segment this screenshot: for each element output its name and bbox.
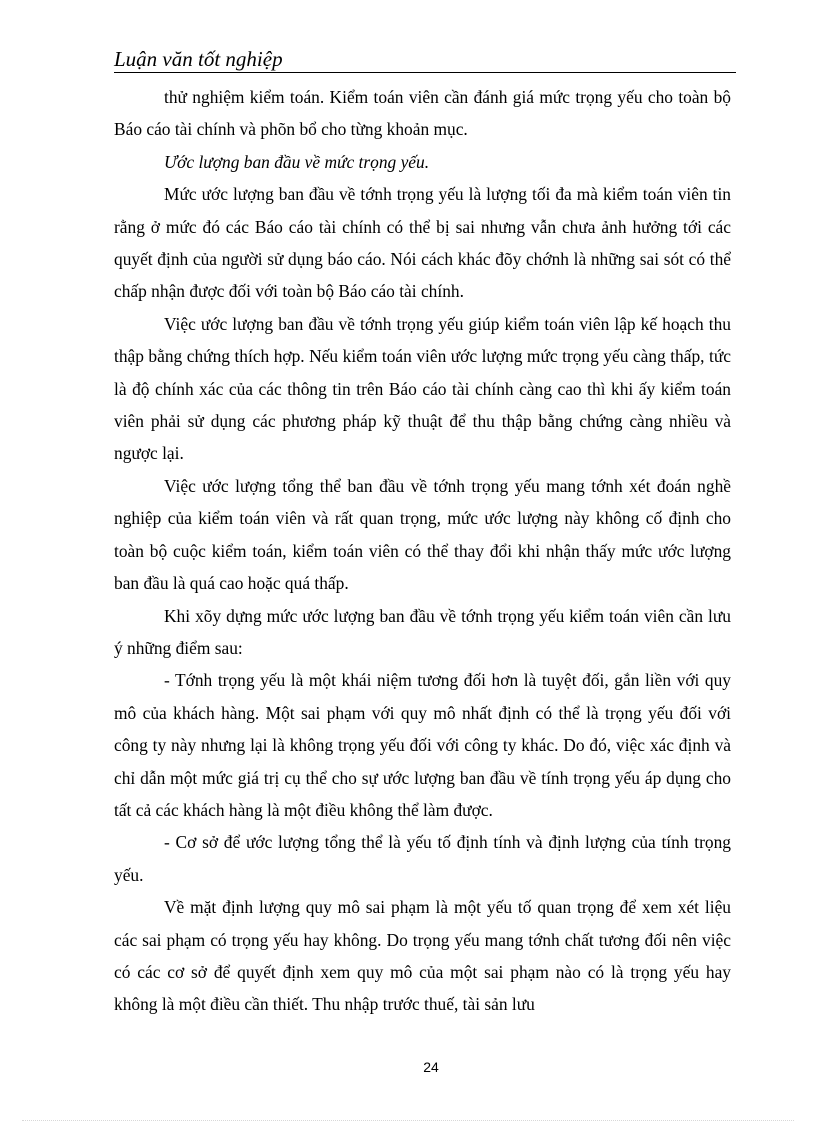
paragraph: Việc ước lượng tổng thể ban đầu về tớnh trọng yếu mang tớnh xét đoán nghề nghiệp của kiểm toán viên và rất quan trọng, mức ước lượng này không cố định cho toàn bộ cuộc kiểm toán, kiểm toán viên có thể thay đổi khi nhận thấy mức ước lượng ban đầu là quá cao hoặc quá thấp. [114,475,731,594]
paragraph: Mức ước lượng ban đầu về tớnh trọng yếu là lượng tối đa mà kiểm toán viên tin rằng ở mức đó các Báo cáo tài chính có thể bị sai nhưng vẫn chưa ảnh hưởng tới các quyết định của người sử dụng báo cáo. Nói cách khác đõy chớnh là những sai sót có thể chấp nhận được đối với toàn bộ Báo cáo tài chính. [114,184,731,302]
paragraph: Việc ước lượng ban đầu về tớnh trọng yếu giúp kiểm toán viên lập kế hoạch thu thập bằng chứng thích hợp. Nếu kiểm toán viên ước lượng mức trọng yếu càng thấp, tức là độ chính xác của các thông tin trên Báo cáo tài chính càng cao thì khi ấy kiểm toán viên phải sử dụng các phương pháp kỹ thuật để thu thập bằng chứng càng nhiều và ngược lại. [114,313,731,464]
document-title: Luận văn tốt nghiệp [114,47,283,71]
list-item: - Tớnh trọng yếu là một khái niệm tương đối hơn là tuyệt đối, gắn liền với quy mô của khách hàng. Một sai phạm với quy mô nhất định có thể là trọng yếu đối với công ty này nhưng lại là không trọng yếu đối với công ty khác. Do đó, việc xác định và chỉ dẫn một mức giá trị cụ thể cho sự ước lượng ban đầu về tính trọng yếu áp dụng cho tất cả các khách hàng là một điều không thể làm được. [114,670,731,820]
section-heading: Ước lượng ban đầu về mức trọng yếu. [164,151,430,172]
paragraph: Khi xõy dựng mức ước lượng ban đầu về tớnh trọng yếu kiểm toán viên cần lưu ý những điểm sau: [114,605,731,658]
page-number: 24 [423,1059,439,1075]
paragraph: Về mặt định lượng quy mô sai phạm là một yếu tố quan trọng để xem xét liệu các sai phạm có trọng yếu hay không. Do trọng yếu mang tớnh chất tương đối nên việc có các cơ sở để quyết định xem quy mô của một sai phạm nào có là trọng yếu hay không là một điều cần thiết. Thu nhập trước thuế, tài sản lưu [114,897,731,1015]
list-item: - Cơ sở để ước lượng tổng thể là yếu tố định tính và định lượng của tính trọng yếu. [114,832,731,885]
page-bottom-divider [22,1120,794,1121]
page-header [114,46,736,73]
paragraph: thử nghiệm kiểm toán. Kiểm toán viên cần đánh giá mức trọng yếu cho toàn bộ Báo cáo tài chính và phõn bổ cho từng khoản mục. [114,87,731,140]
document-body [114,81,731,1021]
